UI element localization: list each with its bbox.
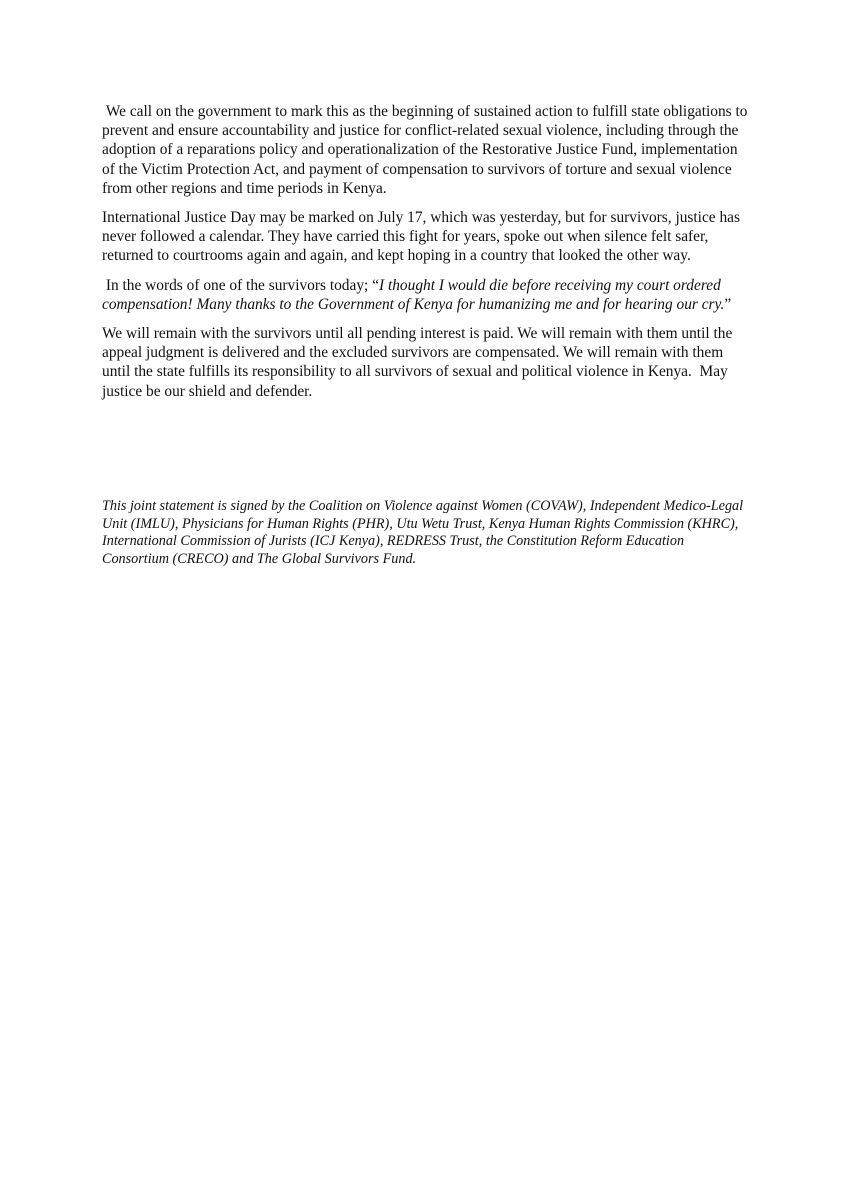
paragraph-international-justice-day: International Justice Day may be marked on July 17, which was yesterday, but for survivors, justice has never followed a calendar. They have carried this fight for years, spoke out when silence felt safer, returned to courtrooms again and again, and kept hoping in a country that looked the other way. bbox=[102, 209, 744, 265]
paragraph-remain-with-survivors: We will remain with the survivors until all pending interest is paid. We will remain with them until the appeal judgment is delivered and the excluded survivors are compensated. We will remain with them until the state fulfills its responsibility to all survivors of sexual and political violence in Kenya. May justice be our shield and defender. bbox=[102, 325, 737, 400]
signatories-statement: This joint statement is signed by the Coalition on Violence against Women (COVAW), Independent Medico-Legal Unit (IMLU), Physicians for Human Rights (PHR), Utu Wetu Trust, Kenya Human Rights Commission (KHRC), International Commission of Jurists (ICJ Kenya), REDRESS Trust, the Constitution Reform Education Consortium (CRECO) and The Global Survivors Fund. bbox=[102, 498, 744, 567]
survivor-quote: I thought I would die before receiving my court ordered compensation! Many thanks to the Government of Kenya for humanizing me and for hearing our cry. bbox=[102, 276, 725, 313]
quote-close: ” bbox=[724, 295, 732, 313]
paragraph-survivor-quote bbox=[102, 276, 752, 314]
quote-lead-in: In the words of one of the survivors today; “ bbox=[102, 276, 379, 294]
paragraph-call-on-government: We call on the government to mark this as the beginning of sustained action to fulfill state obligations to prevent and ensure accountability and justice for conflict-related sexual violence, including through the adoption of a reparations policy and operationalization of the Restorative Justice Fund, implementation of the Victim Protection Act, and payment of compensation to survivors of torture and sexual violence from other regions and time periods in Kenya. bbox=[102, 103, 752, 197]
statement-body bbox=[102, 102, 752, 411]
